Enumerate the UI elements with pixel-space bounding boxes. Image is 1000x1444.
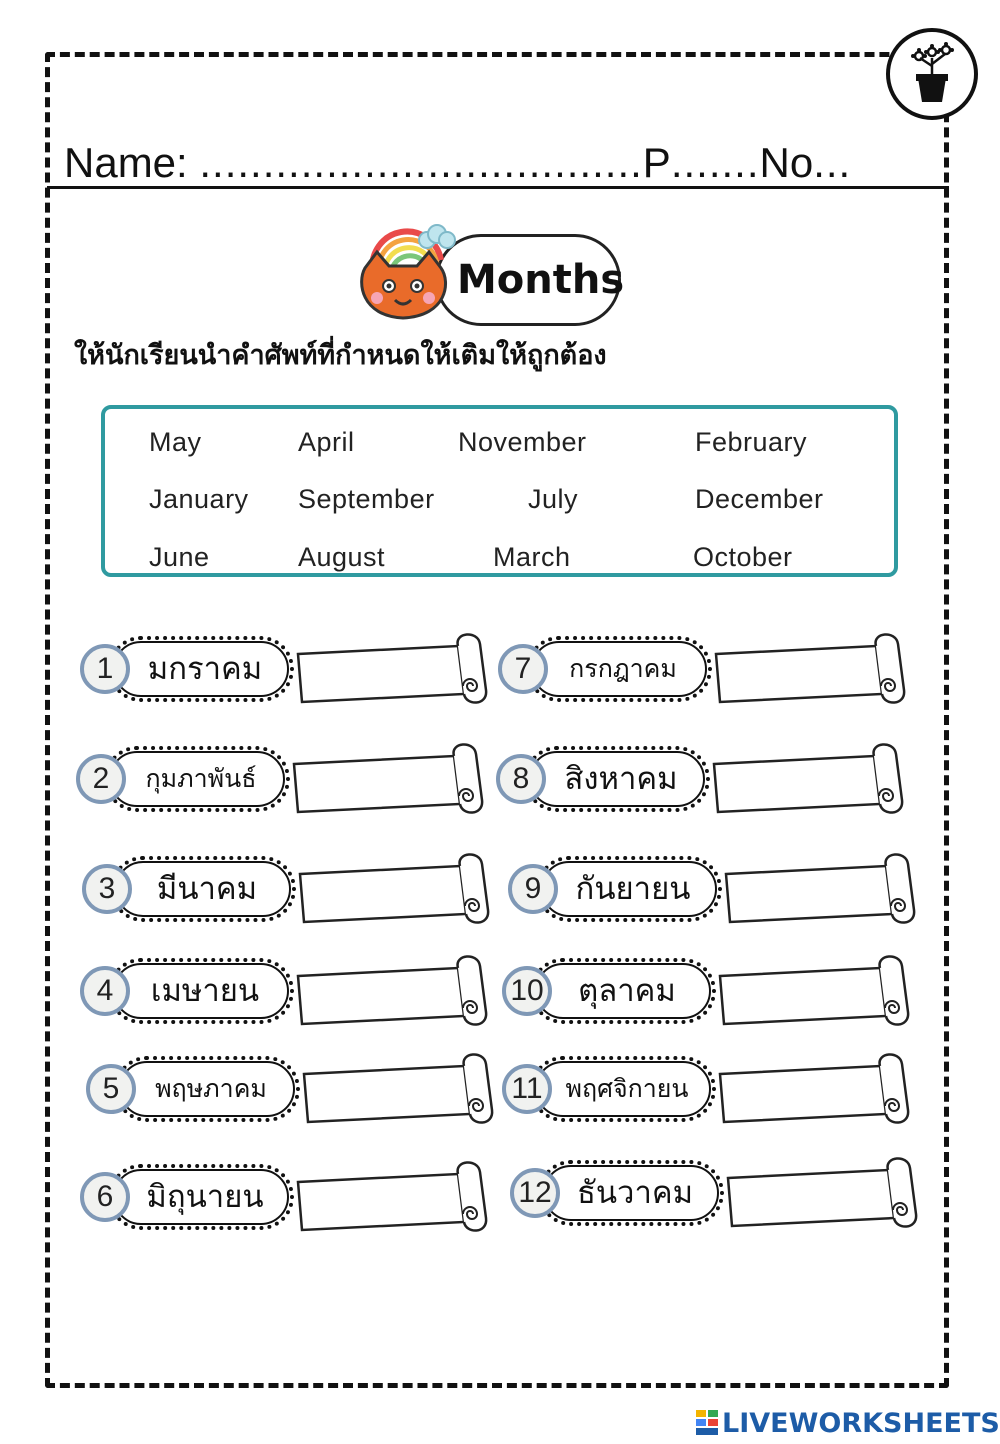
thai-month-label: มีนาคม xyxy=(156,871,258,907)
month-item-12 xyxy=(510,1156,930,1246)
thai-month-label: พฤศจิกายน xyxy=(565,1074,689,1103)
badge xyxy=(886,28,978,120)
month-item-1 xyxy=(80,632,500,722)
p-label: P xyxy=(642,139,671,186)
brand-text: LIVEWORKSHEETS xyxy=(722,1408,1000,1439)
month-number: 12 xyxy=(510,1168,560,1218)
month-number: 7 xyxy=(498,644,548,694)
month-number: 3 xyxy=(82,864,132,914)
thai-month-label: กันยายน xyxy=(575,871,691,907)
thai-month-label: ธันวาคม xyxy=(576,1175,694,1211)
thai-month-label: มิถุนายน xyxy=(146,1179,264,1215)
word-bank-item: January xyxy=(149,484,249,514)
word-bank-item: November xyxy=(458,427,587,457)
month-number: 6 xyxy=(80,1172,130,1222)
answer-scroll-box[interactable] xyxy=(716,954,916,1028)
month-number: 1 xyxy=(80,644,130,694)
no-field[interactable]: ... xyxy=(813,139,852,186)
month-number: 5 xyxy=(86,1064,136,1114)
name-field[interactable]: ................................... xyxy=(199,139,643,186)
word-bank-item: March xyxy=(493,542,571,572)
answer-scroll-box[interactable] xyxy=(294,1160,494,1234)
word-bank-item: September xyxy=(298,484,435,514)
answer-scroll-box[interactable] xyxy=(712,632,912,706)
instruction-text: ให้นักเรียนนำคำศัพท์ที่กำหนดให้เติมให้ถูกต้อง xyxy=(74,340,607,371)
thai-month-label: ตุลาคม xyxy=(578,973,676,1009)
month-item-10 xyxy=(502,954,922,1044)
month-number: 10 xyxy=(502,966,552,1016)
thai-month-label: มกราคม xyxy=(147,651,263,687)
month-number: 2 xyxy=(76,754,126,804)
name-label: Name: xyxy=(64,139,188,186)
month-item-3 xyxy=(82,852,502,942)
name-row xyxy=(64,138,944,188)
thai-month-label: พฤษภาคม xyxy=(155,1074,267,1103)
name-underline xyxy=(47,186,949,189)
flower-pot-icon xyxy=(890,32,974,116)
page-title: Months xyxy=(457,257,625,303)
p-field[interactable]: ....... xyxy=(670,139,760,186)
answer-scroll-box[interactable] xyxy=(294,954,494,1028)
liveworksheets-logo-icon xyxy=(696,1410,720,1436)
title-area xyxy=(355,220,630,340)
month-item-6 xyxy=(80,1160,500,1250)
word-bank-item: July xyxy=(528,484,579,514)
answer-scroll-box[interactable] xyxy=(724,1156,924,1230)
month-number: 9 xyxy=(508,864,558,914)
word-bank-item: October xyxy=(693,542,793,572)
month-number: 11 xyxy=(502,1064,552,1114)
liveworksheets-brand xyxy=(696,1406,1000,1442)
answer-scroll-box[interactable] xyxy=(710,742,910,816)
month-item-8 xyxy=(496,742,916,832)
cat-rainbow-icon xyxy=(355,220,465,330)
answer-scroll-box[interactable] xyxy=(300,1052,500,1126)
word-bank-item: December xyxy=(695,484,824,514)
month-item-11 xyxy=(502,1052,922,1142)
word-bank-item: April xyxy=(298,427,355,457)
month-number: 4 xyxy=(80,966,130,1016)
word-bank-item: August xyxy=(298,542,386,572)
month-item-9 xyxy=(508,852,928,942)
month-item-4 xyxy=(80,954,500,1044)
month-item-2 xyxy=(76,742,496,832)
thai-month-label: เมษายน xyxy=(150,973,260,1009)
answer-scroll-box[interactable] xyxy=(294,632,494,706)
month-number: 8 xyxy=(496,754,546,804)
no-label: No xyxy=(759,139,814,186)
answer-scroll-box[interactable] xyxy=(722,852,922,926)
word-bank-item: May xyxy=(149,427,202,457)
answer-scroll-box[interactable] xyxy=(296,852,496,926)
word-bank-item: February xyxy=(695,427,808,457)
answer-scroll-box[interactable] xyxy=(290,742,490,816)
month-item-5 xyxy=(86,1052,506,1142)
word-bank xyxy=(101,405,898,577)
thai-month-label: กรกฎาคม xyxy=(569,654,677,683)
month-item-7 xyxy=(498,632,918,722)
thai-month-label: สิงหาคม xyxy=(564,761,678,797)
thai-month-label: กุมภาพันธ์ xyxy=(145,764,257,793)
word-bank-item: June xyxy=(149,542,210,572)
answer-scroll-box[interactable] xyxy=(716,1052,916,1126)
